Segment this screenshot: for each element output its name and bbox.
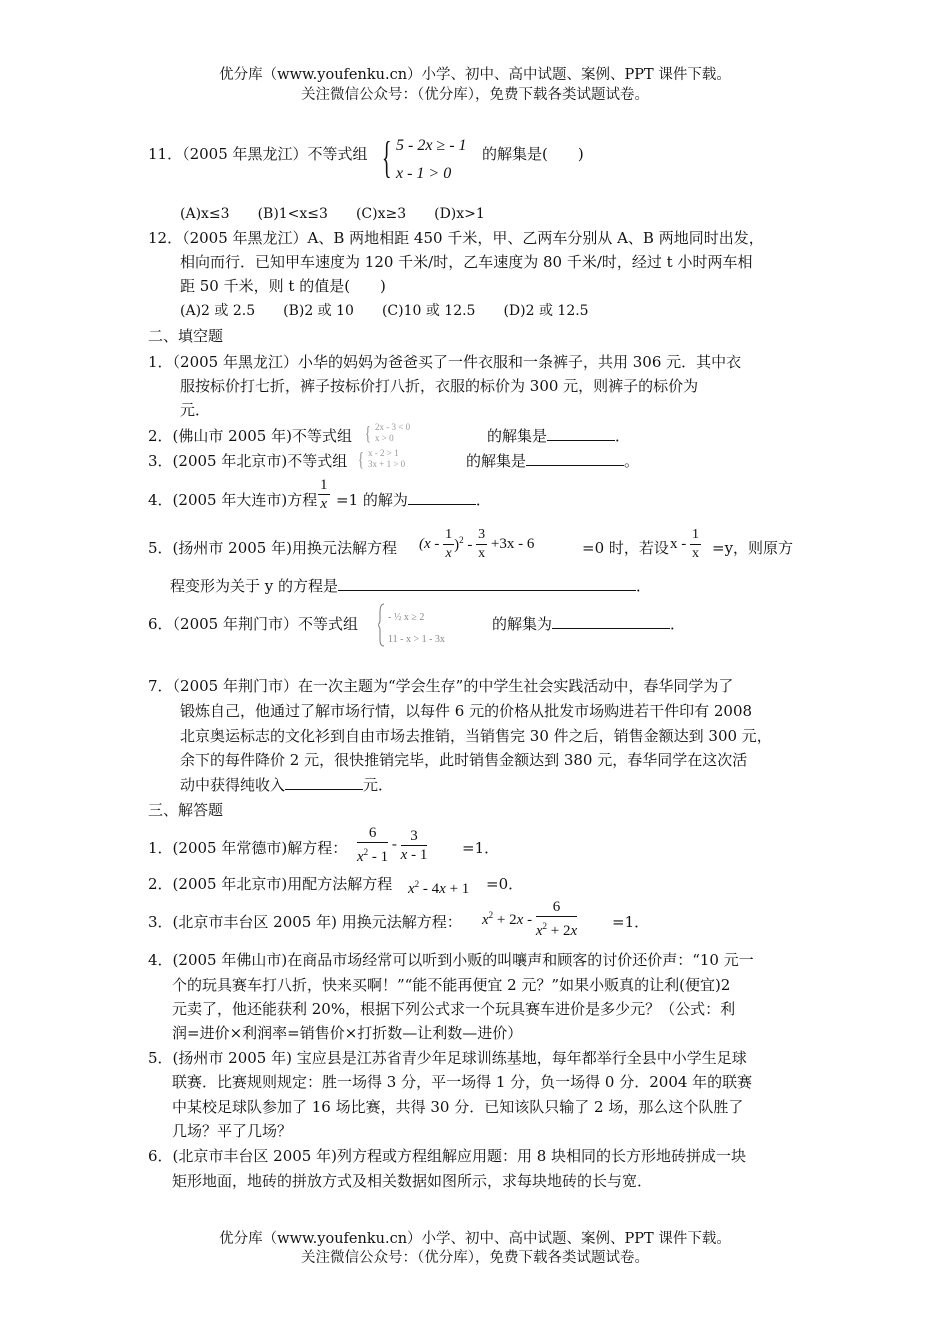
solve-q1-end: =1． [462,839,500,857]
section-fill-title: 二、填空题 [148,327,224,345]
fill-q6-suffix: 的解集为 ． [492,615,686,633]
solve-q6-line-1: 6．(北京市丰台区 2005 年)列方程或方程组解应用题：用 8 块相同的长方形地砖拼成一块 [148,1147,747,1165]
q11-system-line-2: x - 1 > 0 [396,165,452,182]
fill-q1-line-2: 服按标价打七折，裤子按标价打八折，衣服的标价为 300 元，则裤子的标价为 [180,377,699,395]
solve-q4-line-1: 4．(2005 年佛山市)在商品市场经常可以听到小贩的叫嚷声和顾客的讨价还价声：“10 元一 [148,951,754,969]
solve-q1-equation: $\frac{6}{x^2 - 1}$ - $\frac{3}{x - 1}$ [357,825,428,865]
q12-options: (A)2 或 2.5 (B)2 或 10 (C)10 或 12.5 (D)2 或 12.5 [180,303,589,319]
header-line-1: 优分库（www.youfenku.cn）小学、初中、高中试题、案例、PPT 课件下载。 [219,67,731,83]
q12-line-1: 12．（2005 年黑龙江）A、B 两地相距 450 千米，甲、乙两车分别从 A、B 两地同时出发， [148,229,764,247]
svg-text:x > 0: x > 0 [375,433,394,443]
fill-q2-prefix: 2．(佛山市 2005 年)不等式组 [148,427,352,445]
q11-system-line-1: 5 - 2x ≥ - 1 [396,137,467,154]
fill-q3-prefix: 3．(2005 年北京市)不等式组 [148,452,348,470]
solve-q5-line-1: 5．(扬州市 2005 年) 宝应县是江苏省青少年足球训练基地，每年都举行全县中小学生足球 [148,1049,747,1067]
fill-q6-prefix: 6．（2005 年荆门市）不等式组 [148,615,358,633]
fill-q1-line-3: 元． [180,401,211,419]
solve-q2-prefix: 2．(2005 年北京市)用配方法解方程 [148,875,393,893]
fill-q7-line-2: 锻炼自己，他通过了解市场行情，以每件 6 元的价格从批发市场购进若干件印有 2008 [180,702,753,720]
q11-options: (A)x≤3 (B)1<x≤3 (C)x≥3 (D)x>1 [180,206,485,222]
q11-suffix: 的解集是( ) [482,145,584,163]
solve-q4-line-2: 个的玩具赛车打八折，快来买啊！”“能不能再便宜 2 元？”如果小贩真的让利(便宜)2 [172,976,731,994]
fill-q5-substitution: x - $\frac{1}{x}$ [670,527,699,561]
footer-line-1: 优分库（www.youfenku.cn）小学、初中、高中试题、案例、PPT 课件下载。 [219,1231,731,1247]
fill-q5-line-2: 程变形为关于 y 的方程是 ． [170,577,652,595]
svg-text:3x + 1 > 0: 3x + 1 > 0 [368,459,406,469]
fill-q3-suffix: 的解集是 。 [466,452,640,470]
fill-q1-line-1: 1．（2005 年黑龙江）小华的妈妈为爸爸买了一件衣服和一条裤子，共用 306 元．其中衣 [148,353,742,371]
svg-text:{: { [358,447,364,471]
fill-q5-prefix: 5．(扬州市 2005 年)用换元法解方程 [148,539,397,557]
fill-q7-line-1: 7．（2005 年荆门市）在一次主题为“学会生存”的中学生社会实践活动中，春华同学为了 [148,677,734,695]
solve-q3-end: =1． [612,913,650,931]
solve-q4-line-3: 元卖了，他还能获利 20%，根据下列公式求一个玩具赛车进价是多少元？（公式：利 [172,1000,736,1018]
solve-q3-prefix: 3．(北京市丰台区 2005 年) 用换元法解方程： [148,913,462,931]
fill-q5-equation: (x - $\frac{1}{x}$ )$^2$ - $\frac{3}{x}$ +3x - 6 [419,527,535,561]
footer-line-2: 关注微信公众号：（优分库），免费下载各类试题试卷。 [301,1250,649,1266]
header-line-2: 关注微信公众号：（优分库），免费下载各类试题试卷。 [301,87,649,103]
section-solve-title: 三、解答题 [148,801,224,819]
fill-q2-system-image [365,420,485,446]
fill-q4-prefix: 4．(2005 年大连市)方程 [148,491,318,509]
fill-q2-suffix: 的解集是 ． [487,427,631,445]
fill-q7-line-5: 动中获得纯收入 元． [180,776,394,794]
fill-q5-mid: =0 时，若设 [582,539,669,557]
solve-q3-equation: $x^2 + 2x$ - $\frac{6}{x^2 + 2x}$ [482,899,578,939]
fill-q4-fraction: $\frac{1}{x}$ [320,477,328,512]
svg-text:{: { [365,421,371,445]
solve-q5-line-2: 联赛．比赛规则规定：胜一场得 3 分，平一场得 1 分，负一场得 0 分．2004 年的联赛 [172,1073,753,1091]
fill-q4-suffix: =1 的解为 ． [336,491,491,509]
solve-q4-line-4: 润=进价×利润率=销售价×打折数—让利数—进价） [172,1024,523,1042]
fill-q7-line-3: 北京奥运标志的文化衫到自由市场去推销，当销售完 30 件之后，销售金额达到 300 元， [180,727,772,745]
fill-q6-system-image [378,600,486,650]
svg-text:- ½ x ≥ 2: - ½ x ≥ 2 [388,612,425,623]
svg-text:2x - 3 < 0: 2x - 3 < 0 [375,422,411,432]
q12-line-2: 相向而行．已知甲车速度为 120 千米/时，乙车速度为 80 千米/时，经过 t 小时两车相 [180,253,753,271]
q11-prefix: 11．（2005 年黑龙江）不等式组 [148,145,368,163]
fill-q5-tail: =y，则原方 [712,539,794,557]
q11-brace: { [382,133,392,182]
solve-q2-equation: $x^2 - 4x + 1$ [408,879,470,897]
solve-q2-end: =0． [486,875,524,893]
fill-q7-line-4: 余下的每件降价 2 元，很快推销完毕，此时销售金额达到 380 元，春华同学在这次活 [180,751,748,769]
svg-text:x - 2 > 1: x - 2 > 1 [368,448,399,458]
solve-q5-line-3: 中某校足球队参加了 16 场比赛，共得 30 分．已知该队只输了 2 场，那么这个队胜了 [172,1098,744,1116]
fill-q3-system-image [358,446,468,472]
svg-text:11 - x > 1 - 3x: 11 - x > 1 - 3x [388,634,445,645]
solve-q6-line-2: 矩形地面，地砖的拼放方式及相关数据如图所示，求每块地砖的长与宽． [172,1172,653,1190]
solve-q5-line-4: 几场？平了几场？ [172,1122,293,1140]
q12-line-3: 距 50 千米，则 t 的值是( ) [180,277,386,295]
solve-q1-prefix: 1．(2005 年常德市)解方程： [148,839,348,857]
